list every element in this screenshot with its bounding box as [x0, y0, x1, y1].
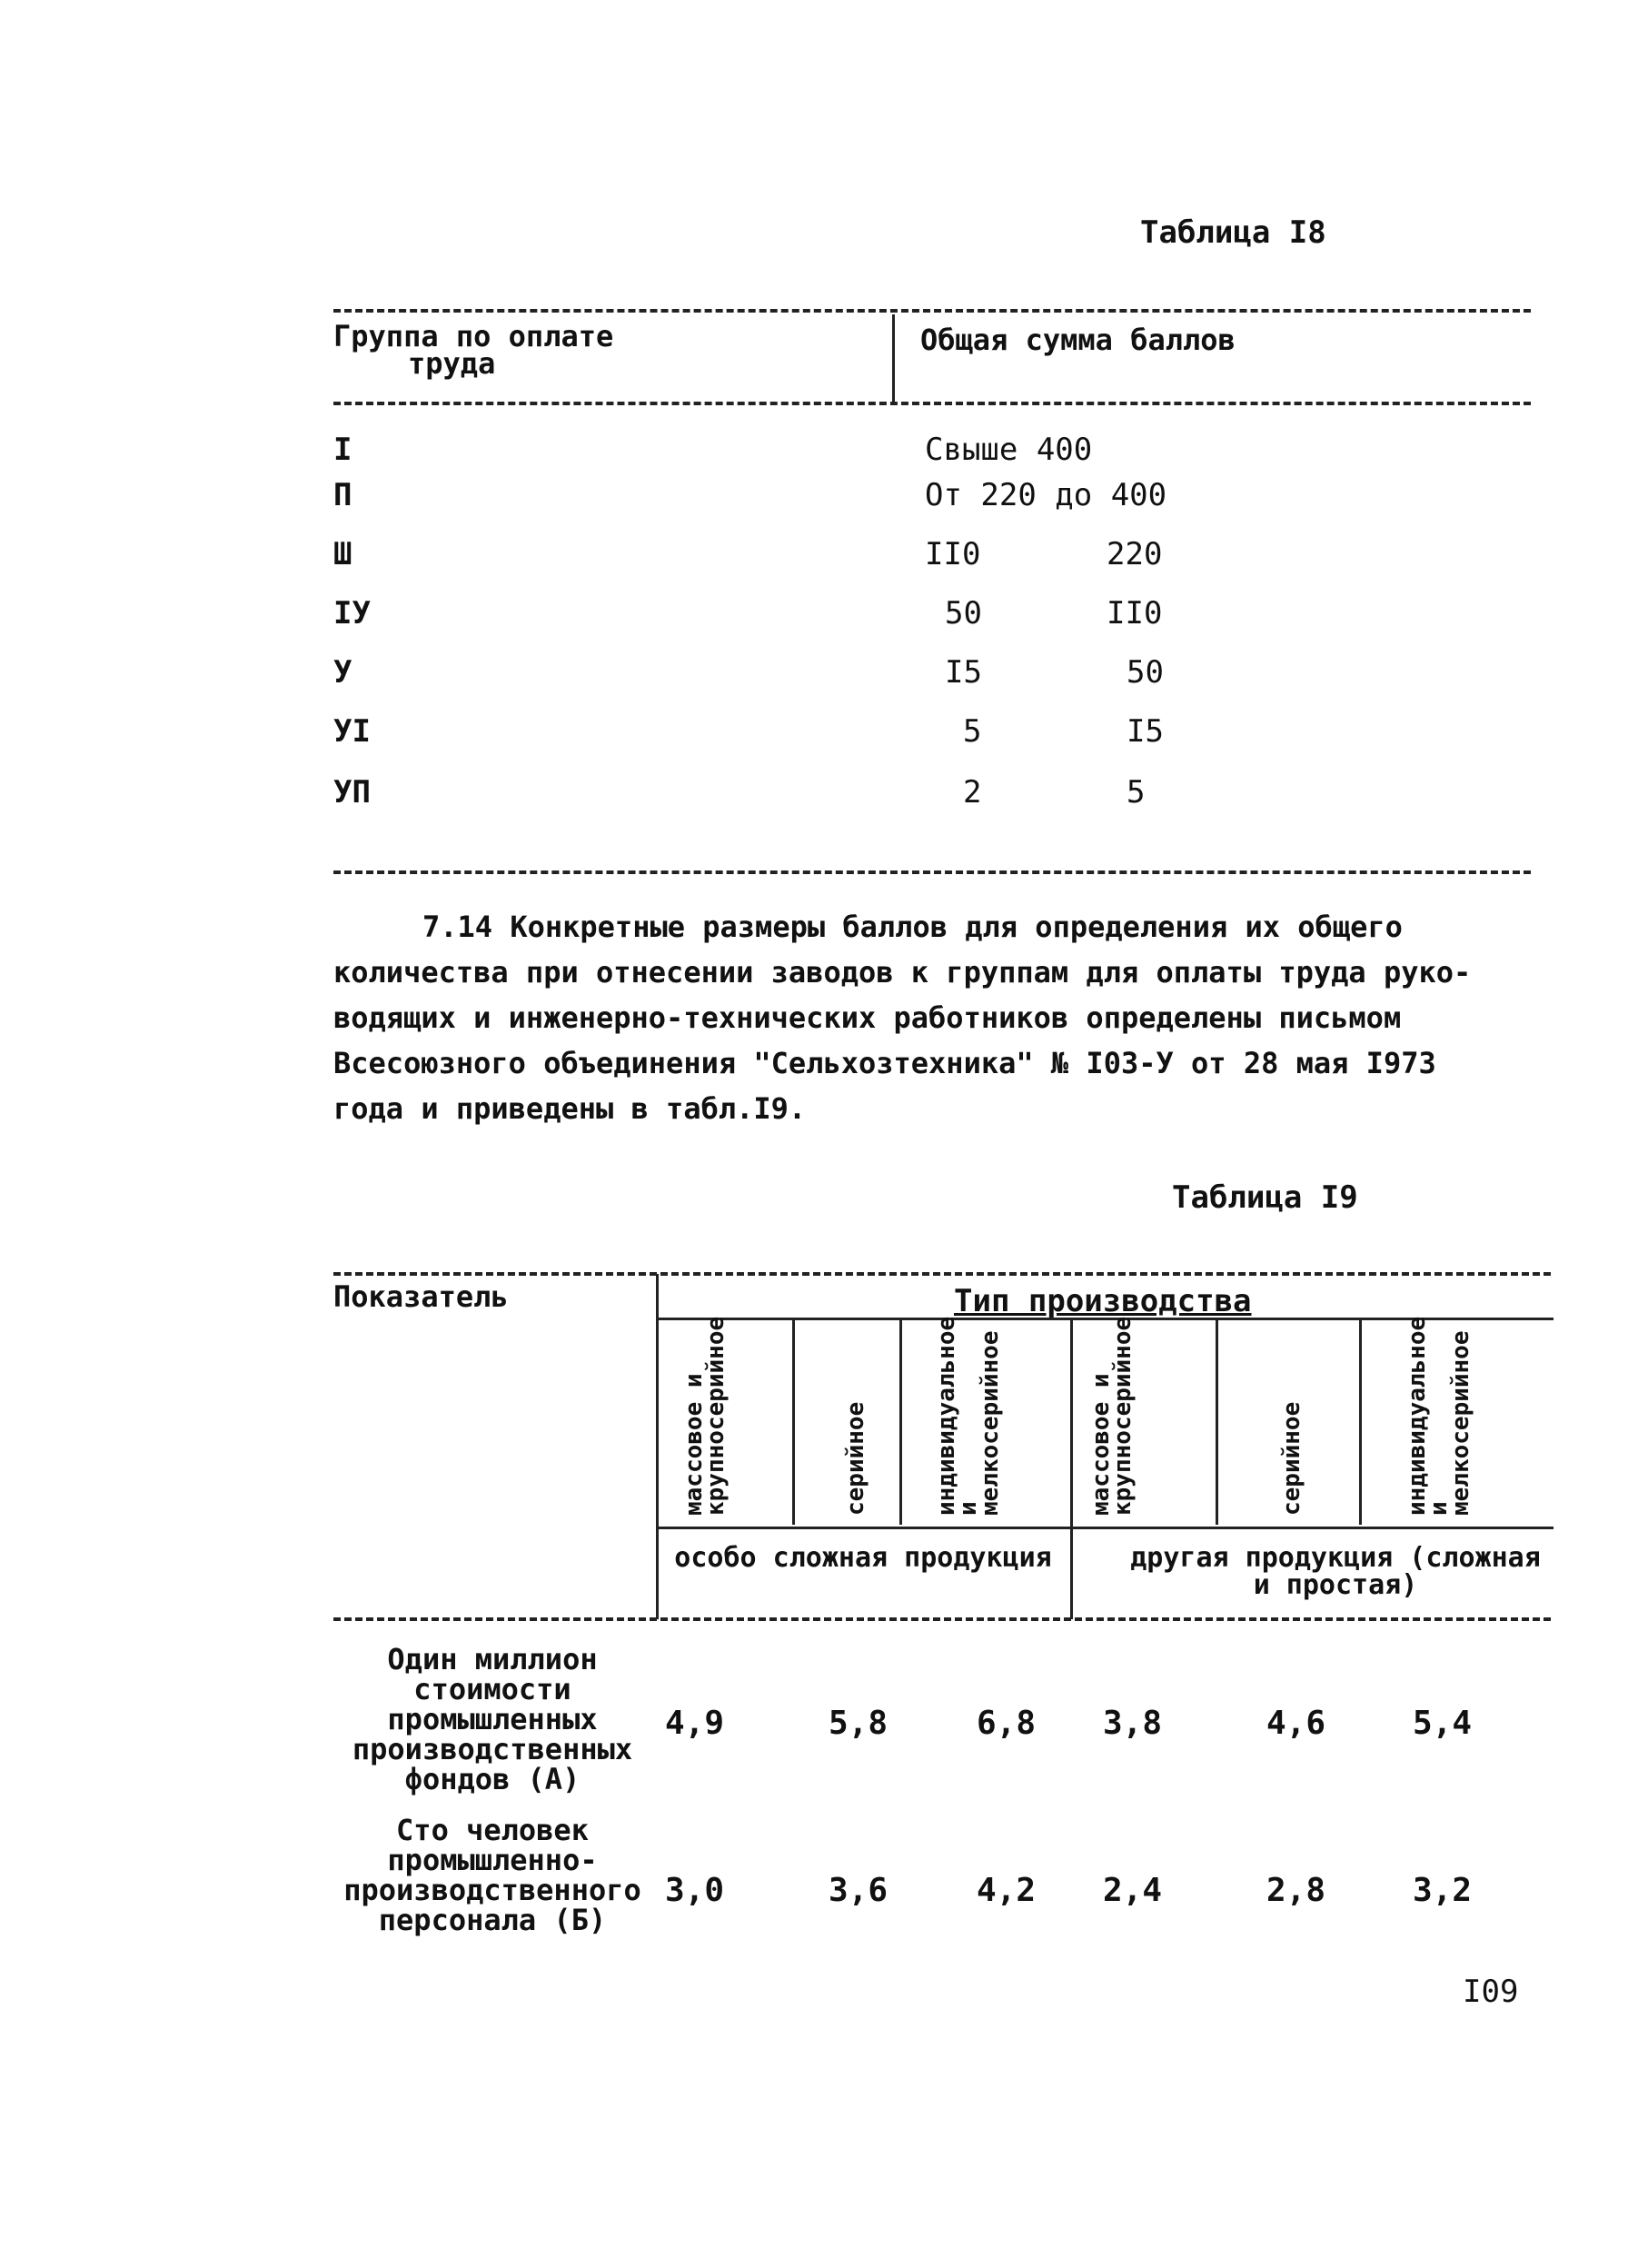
- table19-cell: 6,8: [977, 1705, 1037, 1742]
- table19-cell: 2,4: [1103, 1872, 1163, 1909]
- table19-column-header: индивидуальное и мелкосерийное: [933, 1316, 1004, 1516]
- page-number: I09: [1463, 1974, 1519, 2010]
- table19-cell: 5,8: [829, 1705, 888, 1742]
- table18-row-to: 5: [1127, 774, 1146, 811]
- table19-cell: 5,4: [1413, 1705, 1473, 1742]
- table19-column-header: массовое и крупносерийное: [1087, 1316, 1137, 1516]
- table18-row-group: У: [333, 654, 352, 691]
- table18-row-from: От 220 до 400: [925, 477, 1167, 513]
- table18-row-to: 50: [1127, 654, 1164, 691]
- table19-header-rule: [333, 1617, 1551, 1621]
- table19-cell: 3,8: [1103, 1705, 1163, 1742]
- table19-indicator-header: Показатель: [333, 1279, 509, 1314]
- table18-row-from: II0: [925, 536, 981, 572]
- paragraph-line: года и приведены в табл.I9.: [333, 1091, 807, 1126]
- table19-cell: 2,8: [1266, 1872, 1326, 1909]
- table18-row-to: I5: [1127, 713, 1164, 750]
- table18-row-group: Ш: [333, 536, 352, 572]
- table19-production-type-header: Тип производства: [954, 1283, 1252, 1319]
- table18-header-group-line1: Группа по оплате: [333, 319, 614, 353]
- table19-cell: 3,6: [829, 1872, 888, 1909]
- table18-header-rule: [333, 402, 1531, 405]
- table18-row-group: П: [333, 477, 352, 513]
- table18-top-rule: [333, 309, 1531, 313]
- table18-row-from: 5: [963, 713, 982, 750]
- table18-row-from: I5: [945, 654, 982, 691]
- table19-row-name: Один миллион стоимости промышленных производственных фондов (А): [352, 1642, 633, 1796]
- table19-column-divider: [792, 1319, 795, 1525]
- table18-row-to: 220: [1107, 536, 1163, 572]
- paragraph-line: водящих и инженерно-технических работников определены письмом: [333, 1000, 1402, 1035]
- table19-column-header: массовое и крупносерийное: [680, 1316, 730, 1516]
- table19-row-name: Сто человек промышленно-производственного персонала (Б): [343, 1813, 641, 1937]
- table19-indicator-divider: [656, 1274, 659, 1619]
- table19-column-divider: [899, 1319, 902, 1525]
- table18-header-divider: [892, 314, 895, 405]
- table19-cell: 3,0: [665, 1872, 725, 1909]
- paragraph-line: 7.14 Конкретные размеры баллов для определения их общего: [422, 910, 1403, 944]
- table18-row-group: IУ: [333, 595, 371, 632]
- table19-column-divider: [1359, 1319, 1362, 1525]
- table18-row-from: 2: [963, 774, 982, 811]
- table19-group-divider: [1070, 1319, 1073, 1619]
- table18-header-group-line2: труда: [408, 346, 496, 381]
- table19-column-header: серийное: [1278, 1401, 1305, 1516]
- table18-row-group: УI: [333, 713, 371, 750]
- table19-cell: 3,2: [1413, 1872, 1473, 1909]
- paragraph-line: Всесоюзного объединения "Сельхозтехника" № I03-У от 28 мая I973: [333, 1046, 1436, 1080]
- table19-cell: 4,6: [1266, 1705, 1326, 1742]
- table18-row-group: I: [333, 432, 352, 468]
- table19-group-b: другая продукция (сложная и простая): [1130, 1542, 1541, 1601]
- table18-header-group: [333, 319, 614, 381]
- table18-title: Таблица I8: [1140, 214, 1326, 251]
- table19-cell: 4,2: [977, 1872, 1037, 1909]
- table18-header-sum: Общая сумма баллов: [920, 323, 1236, 357]
- paragraph-line: количества при отнесении заводов к группам для оплаты труда руко-: [333, 955, 1472, 990]
- paragraph-7-14: [333, 904, 1542, 1131]
- table18-row-from: 50: [945, 595, 982, 632]
- table19-column-divider: [1216, 1319, 1218, 1525]
- table19-top-rule: [333, 1272, 1551, 1276]
- table18-bottom-rule: [333, 870, 1531, 874]
- table18-row-from: Свыше 400: [925, 432, 1093, 468]
- table19-title: Таблица I9: [1172, 1179, 1358, 1216]
- table19-cell: 4,9: [665, 1705, 725, 1742]
- table18-row-to: II0: [1107, 595, 1163, 632]
- table19-column-header: индивидуальное и мелкосерийное: [1404, 1316, 1474, 1516]
- table18-row-group: УП: [333, 774, 371, 811]
- table19-group-a: особо сложная продукция: [674, 1542, 1052, 1574]
- table19-column-header-rule: [659, 1527, 1554, 1529]
- table19-column-header: серийное: [842, 1401, 869, 1516]
